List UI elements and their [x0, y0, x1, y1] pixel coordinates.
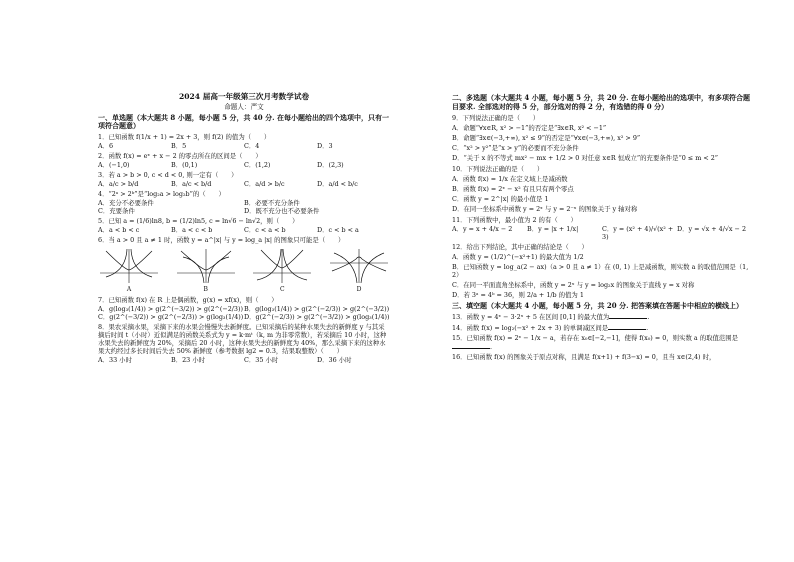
option: D．“关于 x 的不等式 mx² − mx + 1/2 > 0 对任意 x∈R 恒成立”的充要条件是“0 ≤ m < 2” [452, 153, 719, 162]
option: C．c < a < b [244, 226, 286, 235]
figure-label: A [126, 286, 132, 294]
option: A．y = x + 4/x − 2 [452, 224, 513, 233]
option: D．a/d < b/c [317, 180, 358, 189]
question-14: 14．函数 f(x) = log₂(−x² + 2x + 3) 的单调减区间是 . [452, 324, 649, 333]
option: B．y = |x + 1/x| [527, 224, 579, 233]
option: A．函数 f(x) = 1/x 在定义域上是减函数 [452, 174, 568, 183]
question-5: 5．已知 a = (1/6)ln8, b = (1/2)ln5, c = ln√6 − ln√2，则（ ） [98, 217, 299, 226]
option: D．c < b < a [317, 226, 359, 235]
option: D．3 [317, 142, 333, 151]
option: A．6 [98, 142, 114, 151]
question-4: 4．“2ᵃ > 2ᵇ”是“log₂a > log₂b”的（ ） [98, 190, 225, 199]
question-10-options [452, 174, 752, 214]
figure-a [98, 247, 160, 294]
right-column [452, 92, 752, 362]
section-fill-in: 三、填空题（本大题共 4 小题，每小题 5 分，共 20 分. 把答案填在答题卡中相应的横线上） [452, 300, 743, 310]
figure-c [251, 247, 313, 294]
question-1: 1．已知函数 f(1/x + 1) = 2x + 3，则 f(2) 的值为（ ） [98, 133, 271, 142]
section-single-choice: 一、单选题（本大题共 8 小题，每小题 5 分，共 40 分. 在每小题给出的四个选项中，只有一项符合题意） [98, 112, 389, 131]
question-12-options [452, 252, 752, 300]
question-9-options [452, 123, 752, 163]
graph-d-icon [328, 247, 390, 285]
question-13-text: 13．函数 y = 4ˣ − 3·2ˣ + 5 在区间 [0,1] 的最大值为 [452, 313, 610, 322]
option: A．33 小时 [98, 355, 132, 364]
option: B．命题“∃x∈(−3,+∞), x² ≤ 9”的否定是“∀x∈(−3,+∞), x² > 9” [452, 133, 641, 142]
question-2: 2．函数 f(x) = eˣ + x − 2 的零点所在的区间是（ ） [98, 152, 262, 161]
option: B．(0,1) [171, 161, 198, 170]
option: D．y = √x + 4/√x − 2 [677, 224, 747, 233]
option: C．函数 y = 2^|x| 的最小值是 1 [452, 194, 549, 203]
figure-label: D [356, 286, 362, 294]
question-7-options [98, 305, 390, 321]
question-6-figures [98, 247, 390, 294]
left-column [98, 92, 390, 366]
question-3: 3．若 a > b > 0, c < d < 0, 则一定有（ ） [98, 171, 238, 180]
option: B．必要不充分条件 [244, 199, 300, 208]
option: B．g(log₃(1/4)) > g(2^(−2/3)) > g(2^(−3/2)) [244, 304, 390, 313]
question-15-text: 15．已知函数 f(x) = 2ˣ − 1/x − a，若存在 x₀∈[−2,−1]，使得 f(x₀) = 0，则实数 a 的取值范围是 [452, 334, 739, 343]
option: B．5 [171, 142, 187, 151]
option: A．a/c > b/d [98, 180, 139, 189]
question-6: 6．当 a > 0 且 a ≠ 1 时，函数 y = a^|x| 与 y = log_a |x| 的图象只可能是（ ） [98, 236, 345, 245]
option: A．函数 y = (1/2)^(−x²+1) 的最大值为 1/2 [452, 252, 584, 261]
option: A．g(log₃(1/4)) > g(2^(−3/2)) > g(2^(−2/3)) [98, 304, 243, 313]
option: C．(1,2) [244, 161, 271, 170]
option: B．已知函数 y = log_a(2 − ax)（a > 0 且 a ≠ 1）在 (0, 1) 上是减函数，则实数 a 的取值范围是（1, 2） [452, 262, 749, 279]
figure-d [328, 247, 390, 294]
question-5-options [98, 226, 390, 234]
question-8: 8．果农采摘水果，采摘下来的水果会慢慢失去新鲜度。已知采摘后的某种水果失去的新鲜度 y 与其采摘后时间 t（小时）近似满足的函数关系式为 y = k·mᵗ（k, m 为非零常数），若采摘后 10 小时，这种水果失去的新鲜度为 20%，采摘后 20 小时，这种水果失去的新鲜度为 40%，那么采摘下来的这种水果大约经过多长时间后失去 50% 新鲜度（参考数据 lg2 ≈ 0.3，结果取整数）（ ） [98, 322, 387, 355]
option: A．(−1,0) [98, 161, 130, 170]
option: D．在同一坐标系中函数 y = 2ˣ 与 y = 2⁻ˣ 的图象关于 y 轴对称 [452, 204, 638, 213]
option: B．a < c < b [171, 226, 213, 235]
figure-label: C [280, 286, 285, 294]
question-11-options [452, 225, 752, 241]
paper-title: 2024 届高一年级第三次月考数学试卷 [178, 92, 310, 101]
answer-blank[interactable] [452, 342, 490, 349]
option: D．g(2^(−2/3)) > g(2^(−3/2)) > g(log₃(1/4)) [244, 312, 390, 321]
option: A．a < b < c [98, 226, 140, 235]
option: D．既不充分也不必要条件 [244, 207, 320, 216]
option: B．23 小时 [171, 355, 206, 364]
graph-b-icon [175, 247, 237, 285]
option: C．y = (x² + 4)/√(x² + 3) [602, 224, 674, 241]
question-2-options [98, 161, 390, 169]
question-11: 11．下列函数中，最小值为 2 的有（ ） [452, 215, 577, 224]
option: C．4 [244, 142, 260, 151]
option: B．函数 f(x) = 2ˣ − x² 有且只有两个零点 [452, 184, 574, 193]
graph-a-icon [98, 247, 160, 285]
paper-author: 命题人：严文 [224, 103, 264, 112]
question-9: 9．下列说法正确的是（ ） [452, 113, 540, 122]
question-13: 13．函数 y = 4ˣ − 3·2ˣ + 5 在区间 [0,1] 的最大值为 . [452, 313, 650, 322]
option: C．“x² > y²”是“x > y”的必要而不充分条件 [452, 143, 579, 152]
option: C．g(2^(−3/2)) > g(2^(−2/3)) > g(log₃(1/4)) [98, 312, 244, 321]
option: A．命题“∀x∈R, x² > −1”的否定是“∃x∈R, x² < −1” [452, 123, 607, 132]
option: D．若 3ᵃ = 4ᵇ = 36，则 2/a + 1/b 的值为 1 [452, 290, 584, 299]
question-4-options [98, 199, 390, 215]
question-12: 12．给出下列结论，其中正确的结论是（ ） [452, 242, 588, 251]
question-3-options [98, 180, 390, 188]
question-15: 15．已知函数 f(x) = 2ˣ − 1/x − a，若存在 x₀∈[−2,−1]，使得 f(x₀) = 0，则实数 a 的取值范围是. [452, 334, 739, 352]
option: C．35 小时 [244, 355, 279, 364]
figure-label: B [203, 286, 208, 294]
answer-blank[interactable] [608, 323, 646, 330]
option: A．充分不必要条件 [98, 199, 154, 208]
question-16: 16．已知函数 f(x) 的图象关于原点对称，且满足 f(x+1) + f(3−x) = 0，且当 x∈(2,4) 时， [452, 353, 716, 362]
graph-c-icon [251, 247, 313, 285]
question-7: 7．已知函数 f(x) 在 R 上是偶函数，g(x) = xf(x)，则（ ） [98, 295, 278, 304]
question-8-options [98, 356, 390, 364]
option: C．在同一平面直角坐标系中，函数 y = 2ˣ 与 y = log₂x 的图象关于直线 y = x 对称 [452, 280, 695, 289]
question-10: 10．下列说法正确的是（ ） [452, 164, 544, 173]
question-1-options [98, 142, 390, 150]
option: C．充要条件 [98, 207, 135, 216]
option: D．36 小时 [317, 355, 352, 364]
question-14-text: 14．函数 f(x) = log₂(−x² + 2x + 3) 的单调减区间是 [452, 324, 609, 333]
section-multi-choice: 二、多选题（本大题共 4 小题，每小题 5 分，共 20 分. 在每小题给出的选项中，有多项符合题目要求. 全部选对的得 5 分，部分选对的得 2 分，有选错的得 0 分） [452, 93, 750, 111]
option: B．a/c < b/d [171, 180, 212, 189]
option: C．a/d > b/c [244, 180, 285, 189]
option: D．(2,3) [317, 161, 344, 170]
figure-b [175, 247, 237, 294]
answer-blank[interactable] [609, 312, 647, 319]
